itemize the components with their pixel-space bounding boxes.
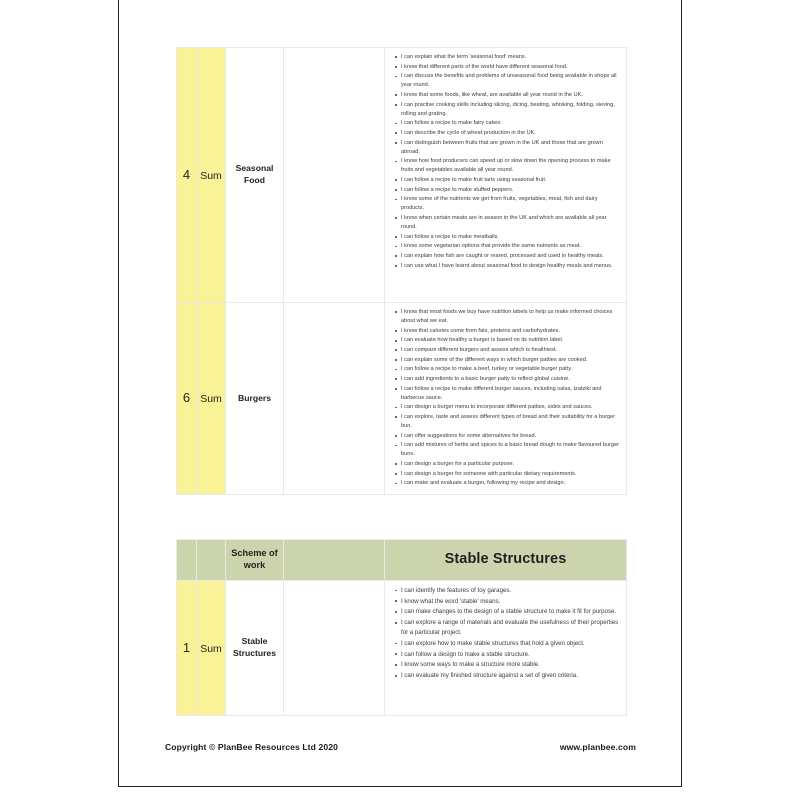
- objective-item: I can discuss the benefits and problems of unseasonal food being available in shops all year round.: [394, 72, 620, 90]
- objective-item: I can add mixtures of herbs and spices to a basic bread dough to make flavoured burger buns.: [394, 441, 620, 459]
- objective-item: I know how food producers can speed up or slow down the ripening process to make fruits and vegetables available all year round.: [394, 157, 620, 175]
- scheme-of-work-table-structures: [176, 539, 627, 716]
- row-number: 1: [182, 640, 191, 655]
- objective-item: I can follow a design to make a stable structure.: [394, 650, 620, 660]
- row-blank-cell: [284, 48, 385, 303]
- objectives-list: [385, 48, 626, 276]
- objective-item: I can compare different burgers and assess which is healthiest.: [394, 346, 620, 355]
- copyright-text: Copyright © PlanBee Resources Ltd 2020: [165, 742, 338, 752]
- row-term-cell: [197, 581, 226, 716]
- objective-item: I can design a burger for someone with particular dietary requirements.: [394, 470, 620, 479]
- objective-item: I can explore how to make stable structures that hold a given object.: [394, 639, 620, 649]
- row-topic-cell: [226, 48, 284, 303]
- objective-item: I can make and evaluate a burger, following my recipe and design.: [394, 479, 620, 488]
- objective-item: I know that some foods, like wheat, are available all year round in the UK.: [394, 91, 620, 100]
- objective-item: I can distinguish between fruits that are grown in the UK and those that are grown abroad.: [394, 139, 620, 157]
- objective-item: I can follow a recipe to make meatballs.: [394, 233, 620, 242]
- row-objectives-cell: [385, 303, 627, 495]
- objective-item: I know when certain meats are in season in the UK and which are available all year round.: [394, 214, 620, 232]
- row-topic-cell: [226, 303, 284, 495]
- header-blank-2: [197, 555, 225, 565]
- objective-item: I know some ways to make a structure more stable.: [394, 660, 620, 670]
- objective-item: I can make changes to the design of a stable structure to make it fit for purpose.: [394, 607, 620, 617]
- row-objectives-cell: [385, 48, 627, 303]
- row-blank-cell: [284, 581, 385, 716]
- table-row: [177, 581, 627, 716]
- objective-item: I can explore a range of materials and evaluate the usefulness of their properties for a particular project.: [394, 618, 620, 638]
- objective-item: I can identify the features of toy garages.: [394, 586, 620, 596]
- objective-item: I can explain what the term 'seasonal food' means.: [394, 53, 620, 62]
- objectives-list: [385, 581, 626, 687]
- row-objectives-cell: [385, 581, 627, 716]
- header-cell-title: [385, 540, 627, 581]
- objective-item: I can explore, taste and assess different types of bread and their suitability for a burger bun.: [394, 413, 620, 431]
- objective-item: I can follow a recipe to make different burger sauces, including salsa, tzatziki and barbecue sauce.: [394, 385, 620, 403]
- website-link[interactable]: www.planbee.com: [559, 742, 636, 752]
- objective-item: I can add ingredients to a basic burger patty to reflect global cuisine.: [394, 375, 620, 384]
- row-blank-cell: [284, 303, 385, 495]
- row-number-cell: [177, 581, 197, 716]
- header-cell-blank-1: [177, 540, 197, 581]
- header-blank-4: [284, 555, 384, 565]
- objective-item: I can describe the cycle of wheat production in the UK.: [394, 129, 620, 138]
- objective-item: I know some of the nutrients we get from fruits, vegetables, meat, fish and dairy products.: [394, 195, 620, 213]
- header-cell-blank-4: [284, 540, 385, 581]
- page-title: Stable Structures: [444, 551, 567, 568]
- row-term: Sum: [200, 170, 222, 182]
- objective-item: I can design a burger for a particular purpose.: [394, 460, 620, 469]
- objective-item: I can explain some of the different ways in which burger patties are cooked.: [394, 356, 620, 365]
- objective-item: I know that calories come from fats, proteins and carbohydrates.: [394, 327, 620, 336]
- row-term: Sum: [200, 393, 222, 406]
- objective-item: I can follow a recipe to make fairy cakes.: [394, 119, 620, 128]
- row-number-cell: [177, 303, 197, 495]
- objective-item: I can follow a recipe to make a beef, turkey or vegetable burger patty.: [394, 365, 620, 374]
- objectives-list: [385, 303, 626, 494]
- header-cell-blank-2: [197, 540, 226, 581]
- row-number: 4: [182, 167, 191, 182]
- row-term: Sum: [200, 643, 222, 655]
- header-cell-scheme: [226, 540, 284, 581]
- header-blank-1: [177, 555, 196, 565]
- scheme-of-work-table-food: [176, 47, 627, 495]
- row-term-cell: [197, 48, 226, 303]
- row-term-cell: [197, 303, 226, 495]
- objective-item: I can follow a recipe to make stuffed peppers.: [394, 186, 620, 195]
- objective-item: I know that most foods we buy have nutrition labels to help us make informed choices about what we eat.: [394, 308, 620, 326]
- objective-item: I can design a burger menu to incorporate different patties, sides and sauces.: [394, 403, 620, 412]
- table-row: [177, 303, 627, 495]
- objective-item: I can offer suggestions for some alternatives for bread.: [394, 432, 620, 441]
- objective-item: I can practise cooking skills including slicing, dicing, beating, whisking, folding, sieving, rolling and grating.: [394, 101, 620, 119]
- objective-item: I can follow a recipe to make fruit tarts using seasonal fruit.: [394, 176, 620, 185]
- row-number-cell: [177, 48, 197, 303]
- row-number: 6: [182, 390, 191, 406]
- row-topic-cell: [226, 581, 284, 716]
- header-scheme-label: Scheme of work: [231, 548, 278, 570]
- objective-item: I know what the word 'stable' means.: [394, 597, 620, 607]
- objective-item: I know that different parts of the world have different seasonal food.: [394, 63, 620, 72]
- objective-item: I can evaluate how healthy a burger is based on its nutrition label.: [394, 336, 620, 345]
- objective-item: I can evaluate my finished structure against a set of given criteria.: [394, 671, 620, 681]
- objective-item: I know some vegetarian options that provide the same nutrients as meat.: [394, 242, 620, 251]
- objective-item: I can use what I have learnt about seasonal food to design healthy meals and menus.: [394, 262, 620, 271]
- objective-item: I can explain how fish are caught or reared, processed and used in healthy meals.: [394, 252, 620, 261]
- table-header-row: [177, 540, 627, 581]
- row-topic: Stable Structures: [233, 636, 276, 658]
- row-topic: Seasonal Food: [235, 163, 274, 185]
- table-row: [177, 48, 627, 303]
- page-footer: [118, 742, 682, 758]
- row-topic: Burgers: [238, 392, 271, 403]
